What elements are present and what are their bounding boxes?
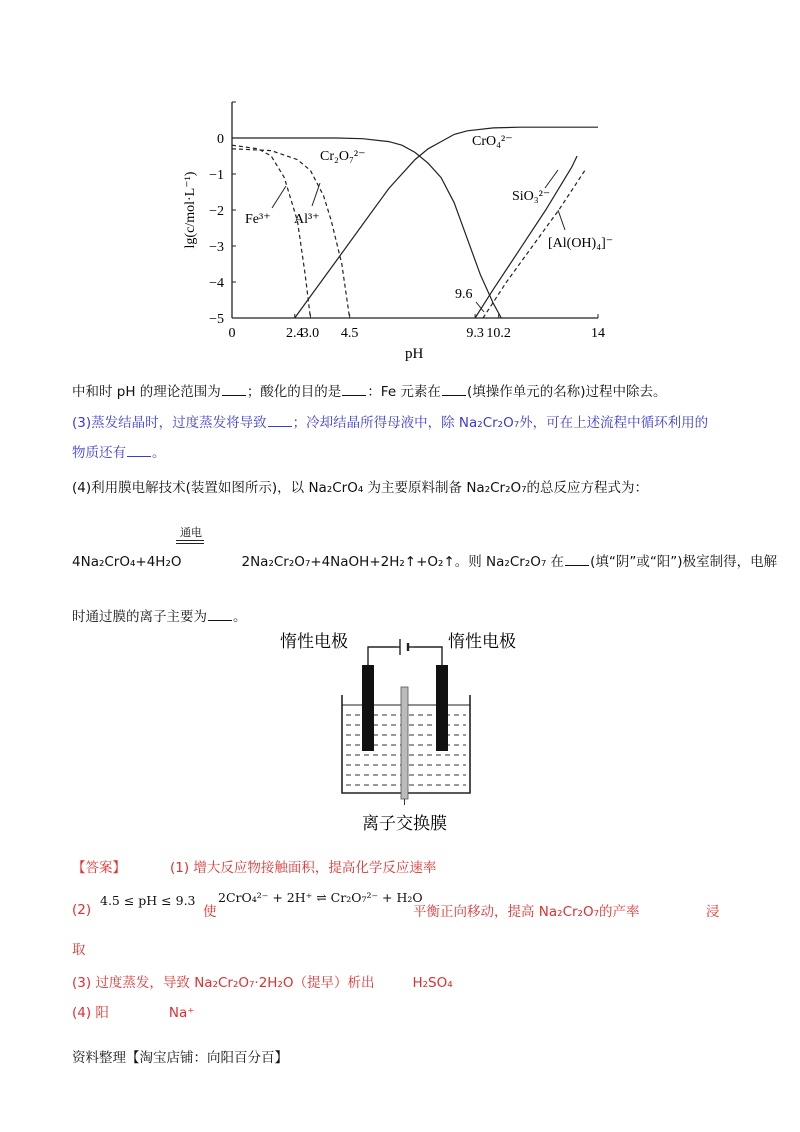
electrode-right (436, 665, 448, 751)
question-3-line-1 (72, 413, 708, 433)
series-line (232, 145, 310, 318)
membrane-label: 离子交换膜 (362, 814, 447, 833)
question-3-line-2 (72, 443, 166, 463)
equals-sign (176, 540, 204, 544)
answer-1 (72, 858, 436, 878)
chart-axes (232, 102, 598, 318)
series-label: Fe³⁺ (245, 212, 271, 227)
electrode-right-label: 惰性电极 (448, 632, 516, 651)
y-tick-label: 0 (217, 132, 224, 147)
blank (565, 553, 589, 566)
q3-text-a: (3)蒸发结晶时，过度蒸发将导致 (72, 415, 267, 431)
footer: 资料整理【淘宝店铺：向阳百分百】 (72, 1050, 288, 1066)
answer-2-qu: 取 (72, 942, 86, 958)
x-tick-label: 3.0 (301, 326, 320, 341)
x-tick-label: 2.4 (285, 326, 304, 341)
equation-left: 4Na₂CrO₄+4H₂O (72, 554, 182, 570)
label-arrow (545, 170, 558, 188)
answer-3 (72, 973, 453, 993)
x-tick-label: 10.2 (486, 326, 511, 341)
label-arrow (272, 186, 286, 208)
y-tick-label: −5 (209, 312, 224, 327)
series-label: Cr₂O₇²⁻ (320, 149, 366, 164)
label-arrow (558, 210, 565, 230)
text-fe: ：Fe 元素在 (367, 384, 441, 400)
chart-series (232, 127, 598, 318)
question-4-line-1 (72, 478, 648, 498)
text-fe-end: (填操作单元的名称)过程中除去。 (466, 384, 667, 400)
label-arrow (312, 183, 320, 206)
condition-label: 通电 (180, 526, 202, 539)
question-4-line-3 (72, 607, 247, 627)
x-tick-label: 4.5 (340, 326, 359, 341)
answer-2-equation: 2CrO₄²⁻ + 2H⁺ ⇌ Cr₂O₇²⁻ + H₂O (218, 890, 423, 905)
answer-2-num: (2) (72, 902, 92, 918)
blank (222, 383, 246, 396)
equation-right-2: (填“阴”或“阳”)极室制得，电解 (590, 554, 778, 570)
q4b-text: 时通过膜的离子主要为 (72, 609, 207, 625)
blank (268, 414, 292, 427)
answer-label: 【答案】 (72, 860, 126, 876)
blank (342, 383, 366, 396)
answer-2-jin: 浸 (706, 904, 720, 920)
electrode-left (362, 665, 374, 751)
electrolysis-diagram (270, 625, 530, 840)
q3-text-b: ；冷却结晶所得母液中，除 Na₂Cr₂O₇外，可在上述流程中循环利用的 (292, 415, 709, 431)
series-label: CrO₄²⁻ (472, 134, 513, 149)
equation-right: 2Na₂Cr₂O₇+4NaOH+2H₂↑+O₂↑。则 Na₂Cr₂O₇ 在 (241, 554, 565, 570)
annotation-label: 9.6 (455, 287, 473, 302)
answer-3-text: (3) 过度蒸发，导致 Na₂Cr₂O₇·2H₂O（提早）析出 (72, 975, 375, 991)
series-label: SiO₃²⁻ (512, 189, 551, 204)
answer-2-rest: 平衡正向移动，提高 Na₂Cr₂O₇的产率 (413, 904, 640, 920)
ion-exchange-membrane (401, 687, 408, 799)
text-ph-range: 中和时 pH 的理论范围为 (72, 384, 221, 400)
q3-text-d: 。 (152, 445, 166, 461)
blank (208, 608, 232, 621)
blank (127, 444, 151, 457)
series-label: Al³⁺ (294, 212, 320, 227)
answer-2-range: 4.5 ≤ pH ≤ 9.3 (100, 893, 196, 908)
y-tick-label: −3 (209, 240, 224, 255)
series-label: [Al(OH)₄]⁻ (548, 236, 614, 251)
y-axis-label: lg(c/mol·L⁻¹) (183, 171, 198, 249)
concentration-ph-chart (170, 90, 630, 365)
answer-2 (72, 900, 91, 920)
text-acidify: ；酸化的目的是 (246, 384, 342, 400)
electrode-left-label: 惰性电极 (280, 632, 348, 651)
x-tick-label: 0 (228, 326, 236, 341)
y-tick-label: −2 (209, 204, 224, 219)
x-axis-label: pH (405, 346, 424, 362)
answer-4 (72, 1003, 194, 1023)
x-tick-label: 14 (591, 326, 605, 341)
q3-text-c: 物质还有 (72, 445, 126, 461)
x-tick-label: 9.3 (466, 326, 484, 341)
y-tick-label: −4 (209, 276, 224, 291)
y-tick-label: −1 (209, 168, 224, 183)
chart-labels (183, 132, 613, 362)
blank (442, 383, 466, 396)
q4-text: (4)利用膜电解技术(装置如图所示)，以 Na₂CrO₄ 为主要原料制备 Na₂Cr₂O₇的总反应方程式为： (72, 480, 649, 496)
question-line-1 (72, 382, 666, 402)
answer-1-text: (1) 增大反应物接触面积，提高化学反应速率 (170, 860, 437, 876)
answer-4-ion: Na⁺ (168, 1005, 195, 1021)
answer-3-acid: H₂SO₄ (412, 975, 453, 991)
q4c-text: 。 (233, 609, 247, 625)
series-line (232, 149, 350, 318)
answer-4-text: (4) 阳 (72, 1005, 109, 1021)
equation-line (72, 552, 777, 572)
answer-2-shi: 使 (203, 904, 217, 920)
